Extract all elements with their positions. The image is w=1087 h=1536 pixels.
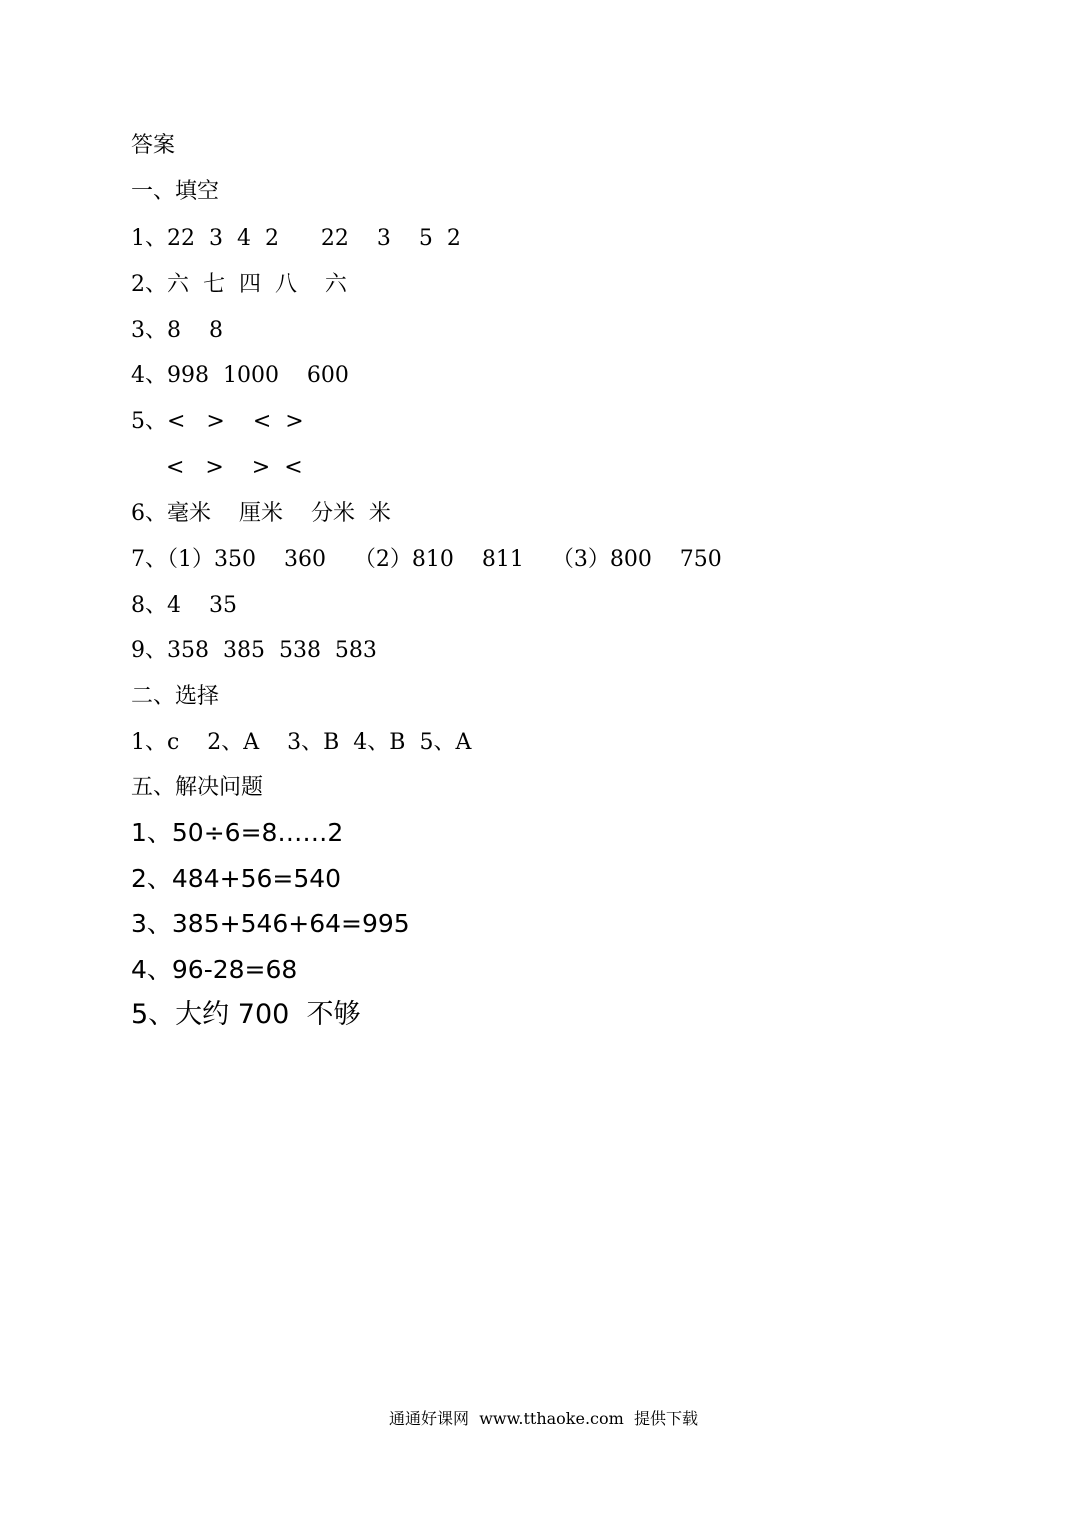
fill-blank-answer-9: 9、358 385 538 583 — [131, 638, 377, 663]
page-footer — [0, 1407, 1087, 1431]
fill-blank-answer-5-continued: < > > < — [131, 455, 303, 480]
section-heading-choices: 二、选择 — [131, 684, 220, 709]
solution-3: 3、385+546+64=995 — [131, 909, 410, 938]
footer-site-name: 通通好课网 — [389, 1409, 470, 1428]
footer-suffix: 提供下载 — [633, 1409, 698, 1428]
fill-blank-answer-6: 6、毫米 厘米 分米 米 — [131, 501, 391, 526]
document-title: 答案 — [131, 133, 176, 158]
fill-blank-answer-4: 4、998 1000 600 — [131, 363, 349, 388]
fill-blank-answer-8: 8、4 35 — [131, 593, 237, 618]
fill-blank-answer-3: 3、8 8 — [131, 318, 223, 343]
fill-blank-answer-2: 2、六 七 四 八 六 — [131, 272, 347, 297]
footer-url[interactable]: www.tthaoke.com — [479, 1409, 624, 1428]
fill-blank-answer-7: 7、（1）350 360 （2）810 811 （3）800 750 — [131, 547, 722, 572]
choice-answers: 1、c 2、A 3、B 4、B 5、A — [131, 730, 472, 755]
solution-4: 4、96-28=68 — [131, 955, 298, 984]
solution-2: 2、484+56=540 — [131, 864, 342, 893]
fill-blank-answer-5: 5、< > < > — [131, 409, 304, 434]
solution-1: 1、50÷6=8……2 — [131, 818, 344, 847]
section-heading-problem-solving: 五、解决问题 — [131, 775, 264, 800]
fill-blank-answer-1: 1、22 3 4 2 22 3 5 2 — [131, 226, 461, 251]
solution-5: 5、大约 700 不够 — [131, 999, 361, 1030]
section-heading-fill-blanks: 一、填空 — [131, 179, 220, 204]
